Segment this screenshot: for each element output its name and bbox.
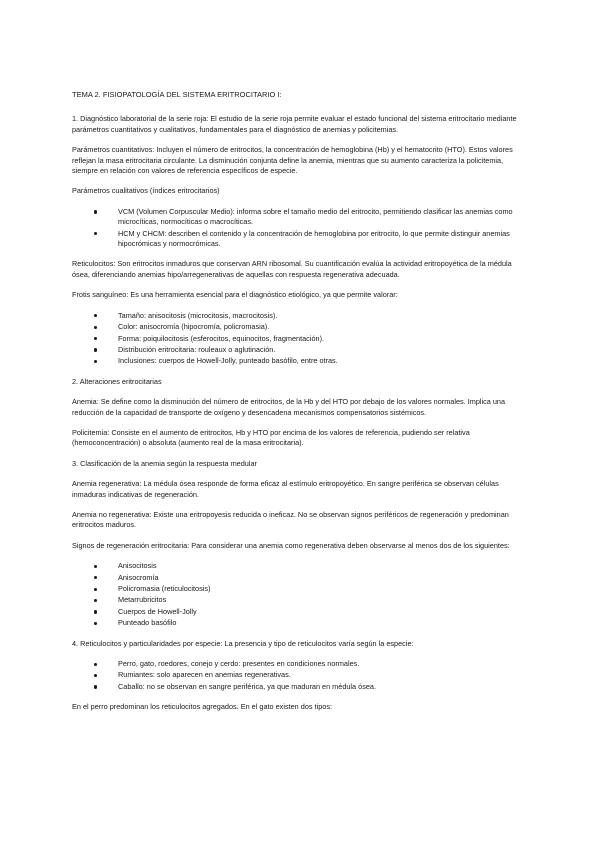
section-4-text: La presencia y tipo de reticulocitos varía según la especie: [222,638,414,648]
smear-paragraph [72,290,528,300]
list-item-label: Rumiantes: [118,670,155,680]
list-item [108,322,528,332]
section-1-text: : El estudio de la serie roja permite evaluar el estado funcional del sistema eritrocitario mediante parámetros cuantitativos y cualitativos, fundamentales para el diagnóstico de anemias y policitemias. [72,114,517,134]
quantitative-label: Parámetros cuantitativos: [72,145,155,155]
regeneration-signs-text: Para considerar una anemia como regenerativa deben observarse al menos dos de los siguientes: [189,540,510,550]
list-item [108,229,528,250]
polycythemia-paragraph [72,428,528,449]
indices-list [72,207,528,250]
smear-list [72,311,528,367]
smear-label: Frotis sanguíneo: [72,290,129,300]
list-item-label: Tamaño: [118,310,146,320]
list-item-text: solo aparecen en anemias regenerativas. [154,670,291,680]
regeneration-signs-paragraph [72,541,528,551]
regenerative-text: La médula ósea responde de forma eficaz al estímulo eritropoyético. En sangre periférica se observan células inmaduras indicativas de regeneración. [72,479,499,499]
list-item [108,311,528,321]
species-list [72,659,528,692]
list-item-text: cuerpos de Howell-Jolly, punteado basófilo, entre otras. [156,356,338,366]
nonregenerative-paragraph [72,510,528,531]
section-1-paragraph [72,114,528,135]
list-item: Punteado basófilo [108,618,528,628]
list-item-text: describen el contenido y la concentración de hemoglobina por eritrocito, lo que permite distinguir anemias hipocrómicas y normocrómicas. [118,228,510,249]
reticulocytes-label: Reticulocitos: [72,259,116,269]
list-item [108,345,528,355]
regenerative-paragraph [72,479,528,500]
regenerative-label: Anemia regenerativa: [72,479,142,489]
list-item: Metarrubricitos [108,595,528,605]
list-item-label: Inclusiones: [118,356,157,366]
list-item-text: no se observan en sangre periférica, ya que maduran en médula ósea. [144,681,376,691]
list-item [108,670,528,680]
list-item-text: presentes en condiciones normales. [240,659,360,669]
list-item [108,334,528,344]
list-item: Cuerpos de Howell-Jolly [108,607,528,617]
list-item [108,207,528,228]
list-item-label: HCM y CHCM: [118,228,167,238]
qualitative-heading: Parámetros cualitativos (índices eritrocitarios) [72,186,220,196]
section-2-heading: 2. Alteraciones eritrocitarias [72,376,162,386]
section-1-heading: 1. Diagnóstico laboratorial de la serie roja [72,114,207,124]
quantitative-text: Incluyen el número de eritrocitos, la concentración de hemoglobina (Hb) y el hematocrito (HTO). Estos valores reflejan la masa eritrocitaria circulante. La disminución conjunta define la anemia, mientras que su aumento caracteriza la policitemia, siempre en relación con valores de referencia específicos de especie. [72,145,513,176]
list-item [108,659,528,669]
list-item-label: Perro, gato, roedores, conejo y cerdo: [118,659,241,669]
list-item-text: rouleaux o aglutinación. [196,344,276,354]
polycythemia-text: Consiste en el aumento de eritrocitos, Hb y HTO por encima de los valores de referencia, pudiendo ser relativa (hemoconcentración) o absoluta (aumento real de la masa eritrocitaria). [72,427,470,448]
list-item [108,682,528,692]
reticulocytes-text: Son eritrocitos inmaduros que conservan ARN ribosomal. Su cuantificación evalúa la actividad eritropoyética de la médula ósea, diferenciando anemias hipo/arregenerativas de aquellas con respuesta regenerativa adecuada. [72,259,512,279]
section-4-heading: 4. Reticulocitos y particularidades por especie: [72,638,223,648]
quantitative-paragraph [72,145,528,176]
list-item: Anisocromía [108,573,528,583]
smear-text: Es una herramienta esencial para el diagnóstico etiológico, ya que permite valorar: [128,290,398,300]
list-item: Anisocitosis [108,561,528,571]
list-item-label: Caballo: [118,681,145,691]
regeneration-signs-label: Signos de regeneración eritrocitaria: [72,540,190,550]
list-item-label: Color: [118,322,138,332]
section-4-paragraph [72,639,528,649]
nonregenerative-text: Existe una eritropoyesis reducida o ineficaz. No se observan signos periféricos de regeneración y predominan eritrocitos maduros. [72,509,509,530]
list-item-text: anisocitosis (microcitosis, macrocitosis). [146,310,278,320]
list-item: Policromasia (reticulocitosis) [108,584,528,594]
list-item-text: poiquilocitosis (esferocitos, equinocitos, fragmentación). [141,333,325,343]
list-item [108,356,528,366]
list-item-label: Forma: [118,333,142,343]
list-item-label: VCM (Volumen Corpuscular Medio): [118,206,235,216]
section-3-heading: 3. Clasificación de la anemia según la respuesta medular [72,458,257,468]
polycythemia-label: Policitemia: [72,427,110,437]
list-item-label: Distribución eritrocitaria: [118,344,197,354]
anemia-label: Anemia: [72,397,99,407]
list-item-text: anisocromía (hipocromía, policromasia). [137,322,270,332]
list-item-text: informa sobre el tamaño medio del eritrocito, permitiendo clasificar las anemias como microcíticas, normocíticas o macrocíticas. [118,206,513,227]
anemia-paragraph [72,397,528,418]
final-paragraph: En el perro predominan los reticulocitos agregados. En el gato existen dos tipos: [72,702,333,712]
nonregenerative-label: Anemia no regenerativa: [72,509,152,519]
reticulocytes-paragraph [72,259,528,280]
anemia-text: Se define como la disminución del número de eritrocitos, de la Hb y del HTO por debajo de los valores normales. Implica una reducción de la capacidad de transporte de oxígeno y desencadena mecanismos compensatorios sistémicos. [72,397,506,417]
document-title: TEMA 2. FISIOPATOLOGÍA DEL SISTEMA ERITROCITARIO I: [72,90,282,99]
regeneration-signs-list [72,561,528,628]
